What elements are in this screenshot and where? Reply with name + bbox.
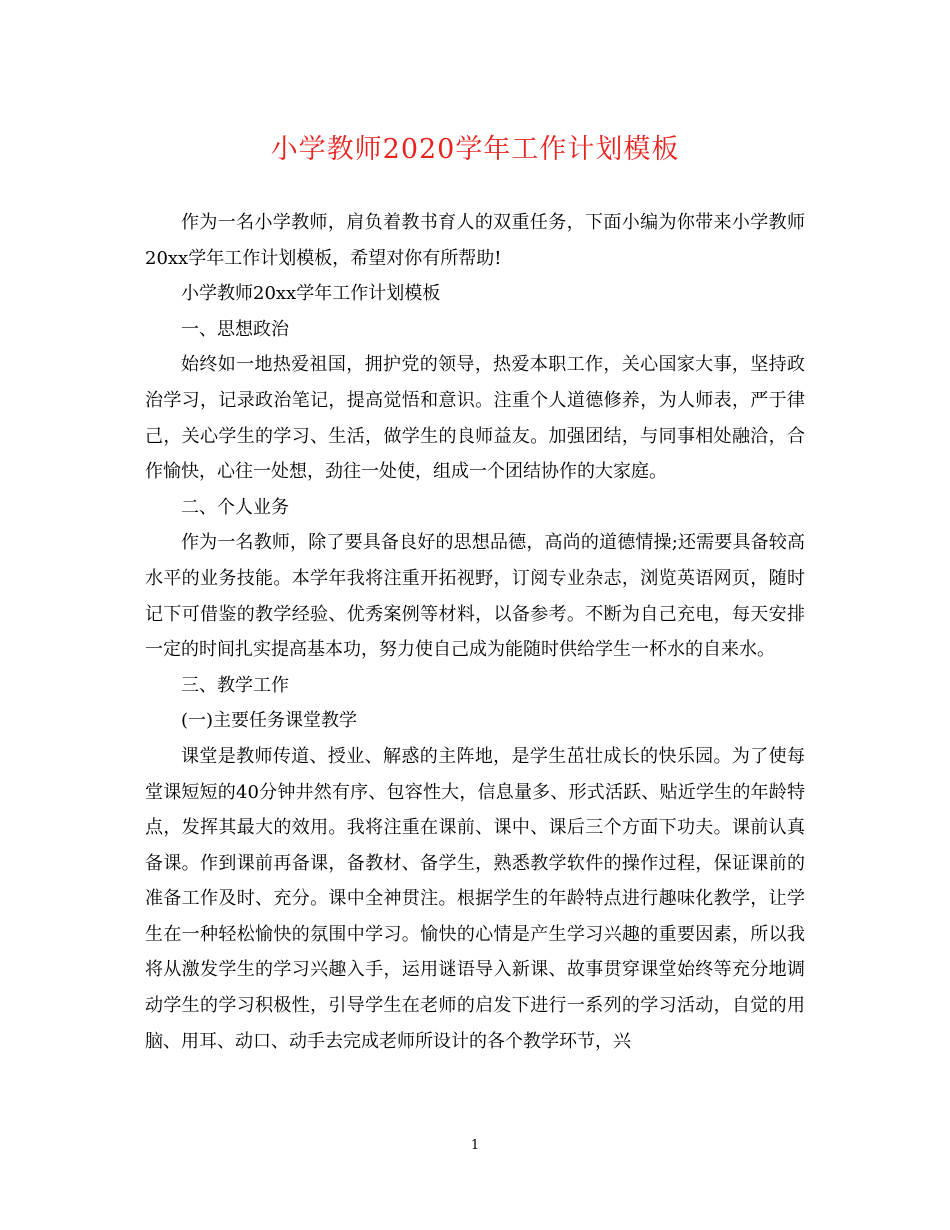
document-body: [145, 205, 805, 1059]
section-heading-personal: 二、个人业务: [181, 496, 289, 518]
section-heading-politics: 一、思想政治: [181, 318, 289, 340]
classroom-paragraph: 课堂是教师传道、授业、解惑的主阵地，是学生茁壮成长的快乐园。为了使每堂课短短的40分钟井然有序、包容性大，信息量多、形式活跃、贴近学生的年龄特点，发挥其最大的效用。我将注重在课前、课中、课后三个方面下功夫。课前认真备课。作到课前再备课，备教材、备学生，熟悉教学软件的操作过程，保证课前的准备工作及时、充分。课中全神贯注。根据学生的年龄特点进行趣味化教学，让学生在一种轻松愉快的氛围中学习。愉快的心情是产生学习兴趣的重要因素，所以我将从激发学生的学习兴趣入手，运用谜语导入新课、故事贯穿课堂始终等充分地调动学生的学习积极性，引导学生在老师的启发下进行一系列的学习活动，自觉的用脑、用耳、动口、动手去完成老师所设计的各个教学环节，兴: [145, 745, 805, 1052]
politics-paragraph: 始终如一地热爱祖国，拥护党的领导，热爱本职工作，关心国家大事，坚持政治学习，记录政治笔记，提高觉悟和意识。注重个人道德修养，为人师表，严于律己，关心学生的学习、生活，做学生的良师益友。加强团结，与同事相处融洽，合作愉快，心往一处想，劲往一处使，组成一个团结协作的大家庭。: [145, 354, 805, 483]
section-heading-teaching: 三、教学工作: [181, 674, 289, 696]
intro-paragraph: 作为一名小学教师，肩负着教书育人的双重任务，下面小编为你带来小学教师20xx学年工作计划模板，希望对你有所帮助!: [145, 212, 805, 269]
document-title: 小学教师2020学年工作计划模板: [270, 134, 680, 165]
page-number: 1: [470, 1138, 480, 1153]
subtitle-line: 小学教师20xx学年工作计划模板: [181, 283, 441, 305]
subsection-heading-classroom: (一)主要任务课堂教学: [181, 710, 358, 732]
personal-paragraph: 作为一名教师，除了要具备良好的思想品德，高尚的道德情操;还需要具备较高水平的业务技能。本学年我将注重开拓视野，订阅专业杂志，浏览英语网页，随时记下可借鉴的教学经验、优秀案例等材料，以备参考。不断为自己充电，每天安排一定的时间扎实提高基本功，努力使自己成为能随时供给学生一杯水的自来水。: [145, 532, 805, 661]
